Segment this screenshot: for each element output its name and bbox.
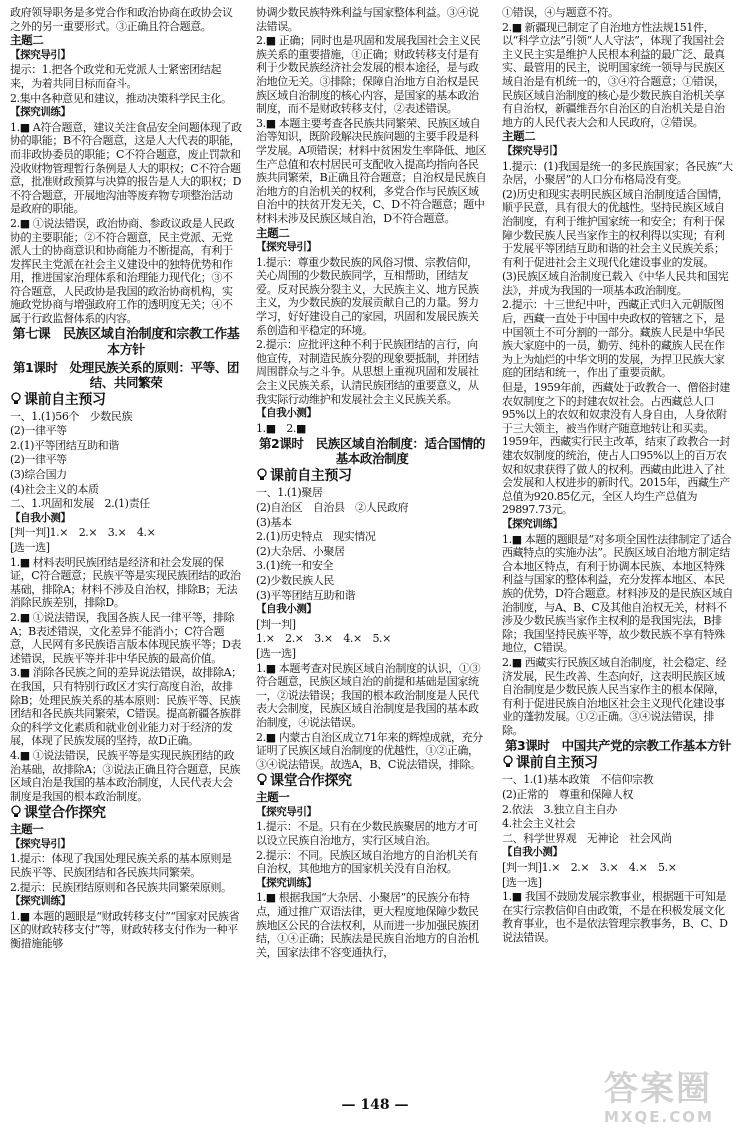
column-1 [10, 6, 242, 1086]
paragraph: [选一选] [256, 646, 296, 660]
section-tag: 【探究导引】 [10, 48, 71, 61]
section-heading [256, 467, 488, 485]
paragraph: (3)民族区域自治制度已载入《中华人民共和国宪法》，并成为我国的一项基本政治制度。 [502, 270, 729, 297]
paragraph: 1.■ 本题的题眼是“财政转移支付”“国家对民族省区的财政转移支付”等，财政转移支付作为一种平衡措施能够 [10, 909, 240, 951]
topic-heading: 主题二 [10, 33, 44, 48]
paragraph: [判一判]1.× 2.× 3.× 4.× [10, 526, 156, 540]
lightbulb-icon [10, 392, 22, 406]
section-heading-text: 课前自主预习 [24, 391, 106, 408]
paragraph: 3.■ 本题主要考查各民族共同繁荣、民族区域自治等知识，既阶段解决民族问题的主要手段是科学发展。A项错误；材料中贫困发生率降低、地区生产总值和农村居民可支配收入提高均指向各民族共同繁荣，B正确且符合题意；自治权是民族自治地方的自治机关的权利，多党合作与民族区域自治中的扶贫开发无关，C、D不符合题意；题中材料未涉及民族区域自治，D不符合题意。 [256, 116, 487, 225]
paragraph: 1.■ A符合题意，建议关注食品安全问题体现了政协的职能；B不符合题意，这是人大代表的职能，而非政协委员的职能；C不符合题意，废止罚款和没收财物管理暂行条例是人大的职权；C不符合题意，批准财政预算与决算的报告是人大的职权；D不符合题意，开展地沟油等废弃物专项整治活动是政府的职能。 [10, 120, 242, 216]
section-heading [10, 804, 242, 822]
section-tag: 【探究导引】 [256, 241, 317, 254]
paragraph: 提示：1.把各个政党和无党派人士紧密团结起来，为着共同目标而奋斗。 [10, 63, 222, 90]
section-tag: 【探究导引】 [502, 144, 563, 157]
watermark-logo-text: 答案圈 [604, 1069, 712, 1109]
paragraph: 2.提示：应批评这种不利于民族团结的言行，向他宣传，对制造民族分裂的现象要抵制，并团结周围群众与之斗争。从思想上重视巩固和发展社会主义民族关系，认清民族团结的重要意义，从我实际行动维护和发展社会主义民族关系。 [256, 338, 479, 406]
paragraph: [判一判]1.× 2.× 3.× 4.× 5.× [502, 861, 677, 875]
paragraph: 3.■ 消除各民族之间的差异说法错误，故排除A；在我国，只有特别行政区才实行高度自治，故排除B；处理民族关系的基本原则：民族平等、民族团结和各民族共同繁荣，C错误。提高新疆各族群众的科学文化素质和就业创业能力对于经济的发展，体现了民族发展的坚持，故D正确。 [10, 666, 242, 748]
paragraph: 2.提示：不同。民族区域自治地方的自治机关有自治权，其他地方的国家机关没有自治权。 [256, 848, 478, 876]
paragraph: 2.■ ①说法错误，政治协商、参政议政是人民政协的主要职能；②不符合题意，民主党派、无党派人士的协商意识和协商能力不断提高，有利于发挥民主党派在社会主义建设中的独特优势和作用，推进国家治理体系和治理能力现代化；③不符合题意，人民政协是我国的政治协商机构，实施政党协商与增强政府工作的透明度无关；④不属于行政监督体系的内容。 [10, 216, 235, 326]
section-heading-text: 课堂合作探究 [270, 773, 352, 790]
lesson-subtitle: 第3课时 中国共产党的宗教工作基本方针 [504, 738, 732, 754]
section-tag: 【探究导引】 [10, 837, 71, 850]
paragraph: 2.依法 3.独立自主自办 [502, 802, 617, 816]
paragraph: 1.提示：不是。只有在少数民族聚居的地方才可以设立民族自治地方，实行区域自治。 [256, 820, 478, 848]
section-heading-text: 课前自主预习 [270, 468, 352, 485]
watermark-logo [604, 1070, 744, 1130]
paragraph: 1.× 2.× 3.× 4.× 5.× [256, 632, 391, 646]
paragraph: 1.提示：尊重少数民族的风俗习惯、宗教信仰，关心周围的少数民族同学，互相帮助，团结友爱。反对民族分裂主义，大民族主义、地方民族主义，为少数民族的发展贡献自己的力量。努力学习，好好建设自己的家园，巩固和发展民族关系创造和平稳定的环境。 [256, 255, 479, 337]
paragraph: 2.集中各种意见和建议，推动决策科学民主化。 [10, 91, 232, 105]
paragraph: 4.社会主义社会 [502, 817, 576, 831]
paragraph: 1.提示：体现了我国处理民族关系的基本原则是民族平等、民族团结和各民族共同繁荣。 [10, 852, 232, 880]
paragraph: 2.■ ①说法错误，我国各族人民一律平等，排除A；B表述错误，文化差异不能消小；C符合题意，人民网有多民族语言版本体现民族平等；D表述错误，民族平等并非中华民族的最高价值。 [10, 610, 242, 665]
paragraph: 1.■ 本题的题眼是“对多项全国性法律制定了适合西藏特点的实施办法”。民族区域自治地方制定结合本地区特点，有利于协调本民族、本地区特殊利益与国家的整体利益，充分发挥本地区、本民族的优势，D符合题意。材料涉及的是民族区域自治制度，与A、B、C及其他自治权无关，材料不涉及少数民族当家作主权利的是我国宪法，B排除；我国坚持民族平等，故少数民族不享有特殊地位，C错误。 [502, 532, 734, 655]
paragraph: (2)大杂居、小聚居 [256, 544, 345, 558]
document-page [10, 6, 738, 1092]
lightbulb-icon [256, 773, 268, 787]
paragraph: 二、1.巩固和发展 2.(1)责任 [10, 497, 150, 511]
paragraph: 但是，1959年前，西藏处于政教合一、僧俗封建农奴制度之下的封建农奴社会。占西藏总人口95%以上的农奴和奴隶没有人身自由，人身依附于三大领主，被当作财产随意地转让和买卖。1959年，西藏实行民主改革，结束了政教合一封建农奴制度的统治，使占人口95%以上的百万农奴和奴隶获得了做人的权利。西藏由此进入了社会发展和人权进步的新时代。2015年，西藏生产总值为920.85亿元，全区人均生产总值为29897.73元。 [502, 381, 730, 517]
topic-heading: 主题一 [10, 822, 44, 837]
paragraph: (2)历史和现实表明民族区域自治制度适合国情，顺乎民意，具有很大的优越性。坚持民族区域自治制度，有利于维护国家统一和安全；有利于保障少数民族人民当家作主的权利得以实现；有利于发展平等团结互助和谐的社会主义民族关系；有利于促进社会主义现代化建设事业的发展。 [502, 187, 729, 269]
section-tag: 【探究导引】 [256, 805, 317, 818]
lightbulb-icon [256, 468, 268, 482]
paragraph: 1.提示：(1)我国是统一的多民族国家；各民族“大杂居，小聚居”的人口分布格局没有变。 [502, 159, 733, 187]
paragraph: 2.■ 西藏实行民族区域自治制度，社会稳定、经济发展，民生改善、生态向好，这表明民族区域自治制度是少数民族人民当家作主的根本保障，有利于促进民族自治地区社会主义现代化建设事业的蓬勃发展。①②正确。③④说法错误，排除。 [502, 655, 727, 737]
paragraph: 一、1.(1)聚居 [256, 486, 323, 500]
paragraph: 2.提示：民族团结原则和各民族共同繁荣原则。 [10, 880, 232, 894]
lightbulb-icon [502, 755, 514, 769]
paragraph: 1.■ 本题考查对民族区域自治制度的认识，①③符合题意，民族区域自治的前提和基础是国家统一，②说法错误；我国的根本政治制度是人民代表大会制度，民族区域自治制度是我国的基本政治制度，④说法错误。 [256, 661, 481, 729]
paragraph: ①错误，④与题意不符。 [502, 6, 619, 19]
paragraph: [选一选] [10, 541, 50, 554]
paragraph: (2)自治区 自治县 ②人民政府 [256, 501, 409, 514]
paragraph: 2.提示：十三世纪中叶，西藏正式归入元朝版图后，西藏一直处于中国中央政权的管辖之下，是中国领土不可分割的一部分。藏族人民是中华民族大家庭中的一员，勤劳、纯朴的藏族人民在作为上为灿烂的中华文明的发展，为捍卫民族大家庭的团结和统一，作出了重要贡献。 [502, 298, 725, 380]
lightbulb-icon [10, 805, 22, 819]
column-2 [256, 6, 488, 1086]
topic-heading: 主题二 [256, 225, 290, 240]
section-tag: 【探究训练】 [502, 517, 563, 530]
paragraph: 2.■ 新疆现已制定了自治地方性法规151件，以“科学立法”引领“人人守法”，体现了我国社会主义民主实是维护人民根本利益的最广泛、最真实、最管用的民主，说明国家统一领导与民族区域自治是有机统一的，③④符合题意；①错误，民族区域自治制度的核心是少数民族自治机关享有自治权，新疆维吾尔自治区的自治机关是自治地方的人民代表大会和人民政府，②错误。 [502, 20, 725, 129]
paragraph: 2.(1)平等团结互助和谐 [10, 438, 119, 452]
paragraph: 2.■ 正确；同时也是巩固和发展我国社会主义民族关系的重要措施，①正确；财政转移支付是有利于少数民族经济社会发展的根本途径，是与政治地位无关。③排除；保障自治地方自治权是民族区域自治制度的核心内容，是国家的基本政治制度，而不是财政转移支付，②表述错误。 [256, 34, 481, 116]
paragraph: (2)一律平等 [10, 453, 67, 467]
paragraph: 一、1.(1)基本政策 不信仰宗教 [502, 773, 654, 787]
paragraph: (3)基本 [256, 515, 292, 529]
section-tag: 【自我小测】 [10, 511, 71, 524]
paragraph: 3.(1)统一和安全 [256, 559, 334, 573]
paragraph: 1.■ 2.■ [256, 421, 306, 435]
paragraph: (2)少数民族人民 [256, 573, 334, 587]
paragraph: (2)一律平等 [10, 424, 67, 438]
section-tag: 【自我小测】 [256, 603, 317, 616]
page-number: — 148 — [341, 1097, 409, 1113]
paragraph: 二、科学世界观 无神论 社会风尚 [502, 831, 672, 845]
paragraph: 2.■ 内蒙古自治区成立71年来的辉煌成就，充分证明了民族区域自治制度的优越性，①②正确，③④说法错误。故选A，B、C说法错误，排除。 [256, 730, 483, 771]
section-heading [256, 772, 488, 790]
section-heading-text: 课前自主预习 [516, 755, 598, 772]
lesson-title: 第七课 民族区域自治制度和宗教工作基本方针 [12, 326, 240, 358]
paragraph: 4.■ ①说法错误，民族平等是实现民族团结的政治基础，故排除A；③说法正确且符合题意，民族区域自治是我国的基本政治制度，人民代表大会制度是我国的根本政治制度。 [10, 748, 241, 803]
paragraph: [判一判] [256, 617, 296, 631]
paragraph: 2.(1)历史特点 现实情况 [256, 530, 376, 544]
section-tag: 【探究训练】 [10, 106, 71, 119]
paragraph: (4)社会主义的本质 [10, 482, 99, 496]
topic-heading: 主题一 [256, 790, 290, 805]
paragraph: (3)综合国力 [10, 468, 67, 482]
paragraph: (2)正常的 尊重和保障人权 [502, 788, 633, 802]
paragraph: 1.■ 材料表明民族团结是经济和社会发展的保证，C符合题意；民族平等是实现民族团结的政治基础，排除A；材料不涉及自治权，排除B；无法消除民族差别，排除D。 [10, 555, 241, 610]
paragraph: 政府领导职务是多党合作和政治协商在政协会议之外的另一重要形式。③正确且符合题意。 [10, 6, 233, 33]
section-heading [10, 391, 242, 409]
section-heading [502, 754, 734, 772]
lesson-subtitle: 第2课时 民族区域自治制度：适合国情的基本政治制度 [258, 436, 486, 467]
column-3 [502, 6, 734, 1086]
paragraph: 1.■ 我国不鼓励发展宗教事业，根据题干可知是在实行宗教信仰自由政策，不是在积极发展文化教育事业，也不是依法管理宗教事务，B、C、D说法错误。 [502, 890, 728, 944]
section-tag: 【探究训练】 [256, 876, 317, 889]
paragraph: (3)平等团结互助和谐 [256, 588, 356, 602]
section-heading-text: 课堂合作探究 [24, 805, 106, 822]
paragraph: 一、1.(1)56个 少数民族 [10, 409, 133, 423]
section-tag: 【探究训练】 [10, 895, 71, 908]
watermark-url: MXQE.COM [604, 1108, 714, 1126]
lesson-subtitle: 第1课时 处理民族关系的原则：平等、团结、共同繁荣 [12, 359, 240, 390]
paragraph: 协调少数民族特殊利益与国家整体利益。③④说法错误。 [256, 6, 479, 33]
section-tag: 【自我小测】 [502, 846, 563, 859]
paragraph: 1.■ 根据我国“大杂居、小聚居”的民族分布特点，通过推广双语法律，更大程度地保障少数民族地区公民的合法权利，从而进一步加强民族团结，①④正确；民族法是民族自治地方的自治机关，国家法律不容变通执行， [256, 891, 479, 959]
section-tag: 【自我小测】 [256, 407, 317, 420]
paragraph: [选一选] [502, 875, 542, 889]
topic-heading: 主题二 [502, 129, 536, 144]
